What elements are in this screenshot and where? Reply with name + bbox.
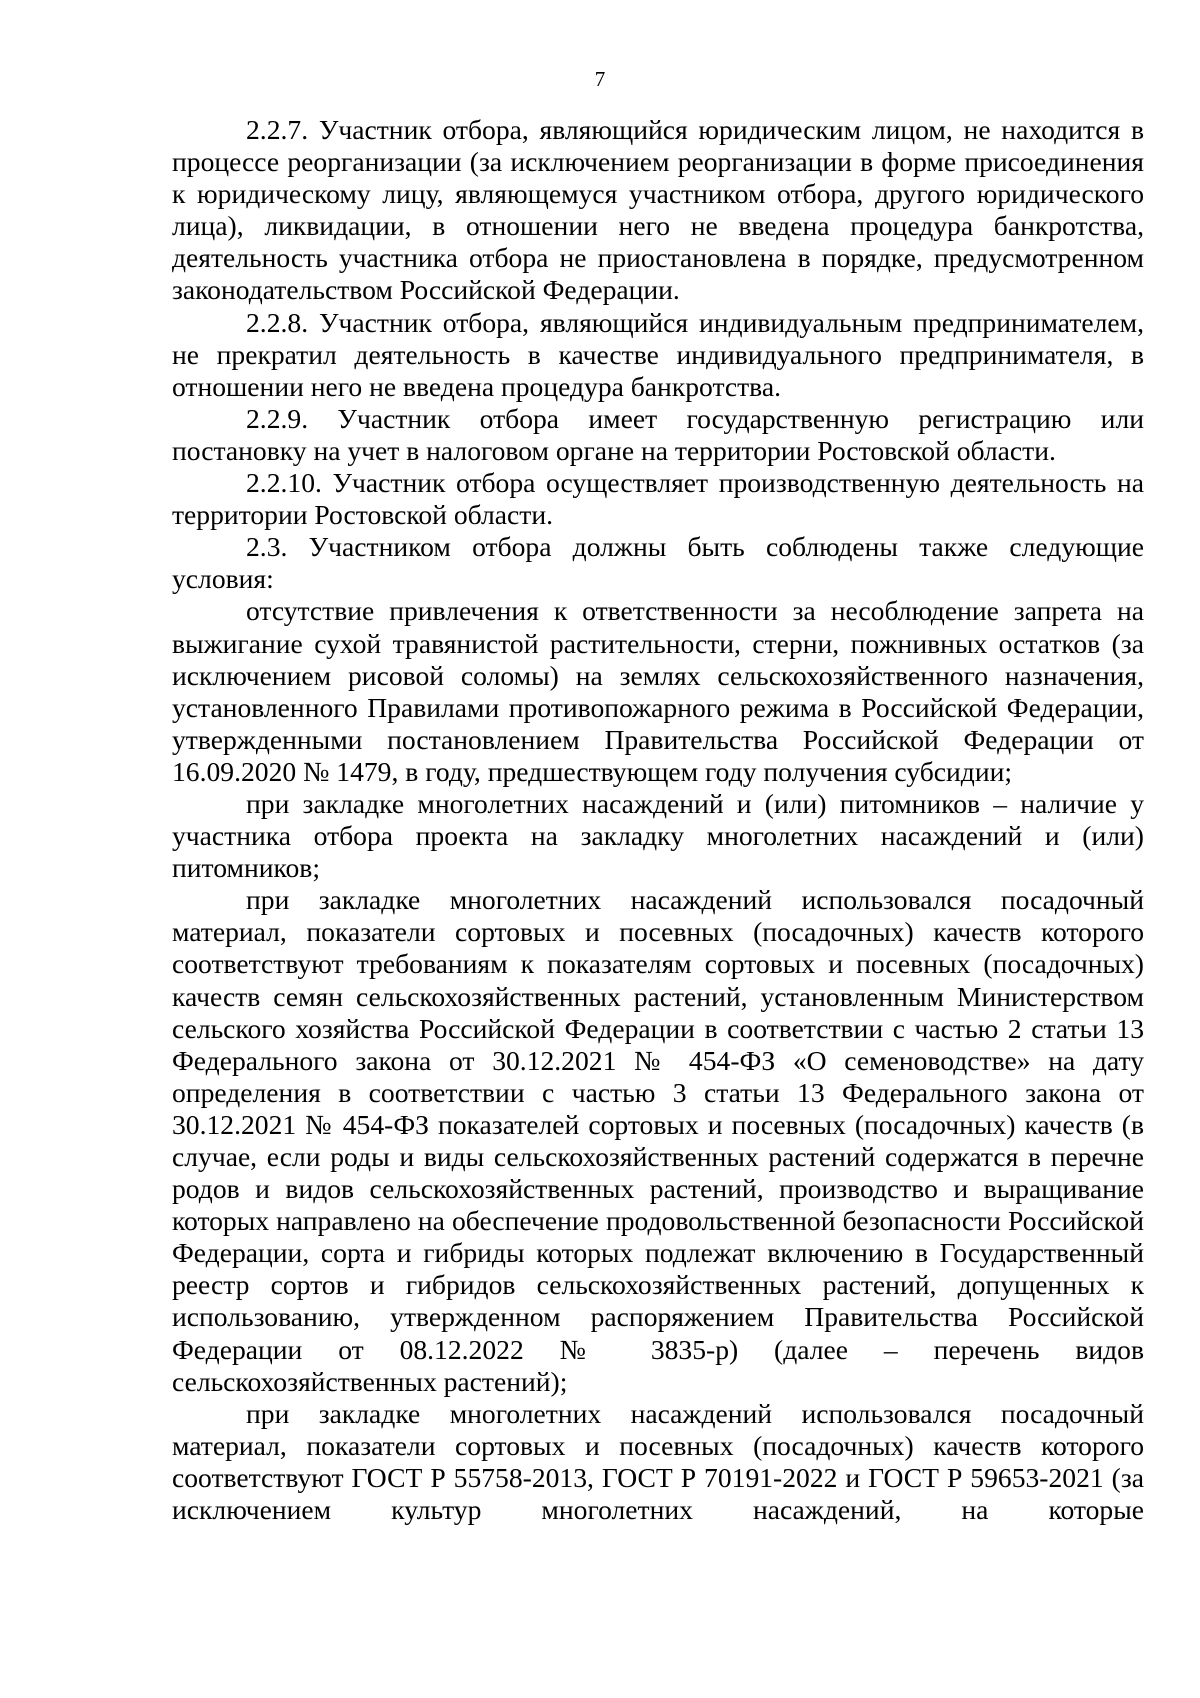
paragraph-2-2-10: 2.2.10. Участник отбора осуществляет производственную деятельность на территории Ростовской области. <box>172 467 1144 531</box>
paragraph-condition-burning: отсутствие привлечения к ответственности за несоблюдение запрета на выжигание сухой травянистой растительности, стерни, пожнивных остатков (за исключением рисовой соломы) на землях сельскохозяйственного назначения, установленного Правилами противопожарного режима в Российской Федерации, утвержденными постановлением Правительства Российской Федерации от 16.09.2020 № 1479, в году, предшествующем году получения субсидии; <box>172 595 1144 787</box>
paragraph-2-2-8: 2.2.8. Участник отбора, являющийся индивидуальным предпринимателем, не прекратил деятельность в качестве индивидуального предпринимателя, в отношении него не введена процедура банкротства. <box>172 306 1144 402</box>
paragraph-2-2-7: 2.2.7. Участник отбора, являющийся юридическим лицом, не находится в процессе реорганизации (за исключением реорганизации в форме присоединения к юридическому лицу, являющемуся участником отбора, другого юридического лица), ликвидации, в отношении него не введена процедура банкротства, деятельность участника отбора не приостановлена в порядке, предусмотренном законодательством Российской Федерации. <box>172 114 1144 306</box>
paragraph-2-2-9: 2.2.9. Участник отбора имеет государственную регистрацию или постановку на учет в налоговом органе на территории Ростовской области. <box>172 402 1144 466</box>
paragraph-condition-gost: при закладке многолетних насаждений использовался посадочный материал, показатели сортовых и посевных (посадочных) качеств которого соответствуют ГОСТ Р 55758-2013, ГОСТ Р 70191-2022 и ГОСТ Р 59653-2021 (за исключением культур многолетних насаждений, на которые <box>172 1397 1144 1526</box>
page-number: 7 <box>594 67 606 91</box>
document-body <box>172 114 1144 1526</box>
paragraph-condition-seed-requirements: при закладке многолетних насаждений использовался посадочный материал, показатели сортовых и посевных (посадочных) качеств которого соответствуют требованиям к показателям сортовых и посевных (посадочных) качеств семян сельскохозяйственных растений, установленным Министерством сельского хозяйства Российской Федерации в соответствии с частью 2 статьи 13 Федерального закона от 30.12.2021 № 454-ФЗ «О семеноводстве» на дату определения в соответствии с частью 3 статьи 13 Федерального закона от 30.12.2021 № 454-ФЗ показателей сортовых и посевных (посадочных) качеств (в случае, если роды и виды сельскохозяйственных растений содержатся в перечне родов и видов сельскохозяйственных растений, производство и выращивание которых направлено на обеспечение продовольственной безопасности Российской Федерации, сорта и гибриды которых подлежат включению в Государственный реестр сортов и гибридов сельскохозяйственных растений, допущенных к использованию, утвержденном распоряжением Правительства Российской Федерации от 08.12.2022 № 3835-р) (далее – перечень видов сельскохозяйственных растений); <box>172 884 1144 1397</box>
paragraph-2-3: 2.3. Участником отбора должны быть соблюдены также следующие условия: <box>172 531 1144 595</box>
paragraph-condition-project: при закладке многолетних насаждений и (или) питомников – наличие у участника отбора проекта на закладку многолетних насаждений и (или) питомников; <box>172 787 1144 884</box>
